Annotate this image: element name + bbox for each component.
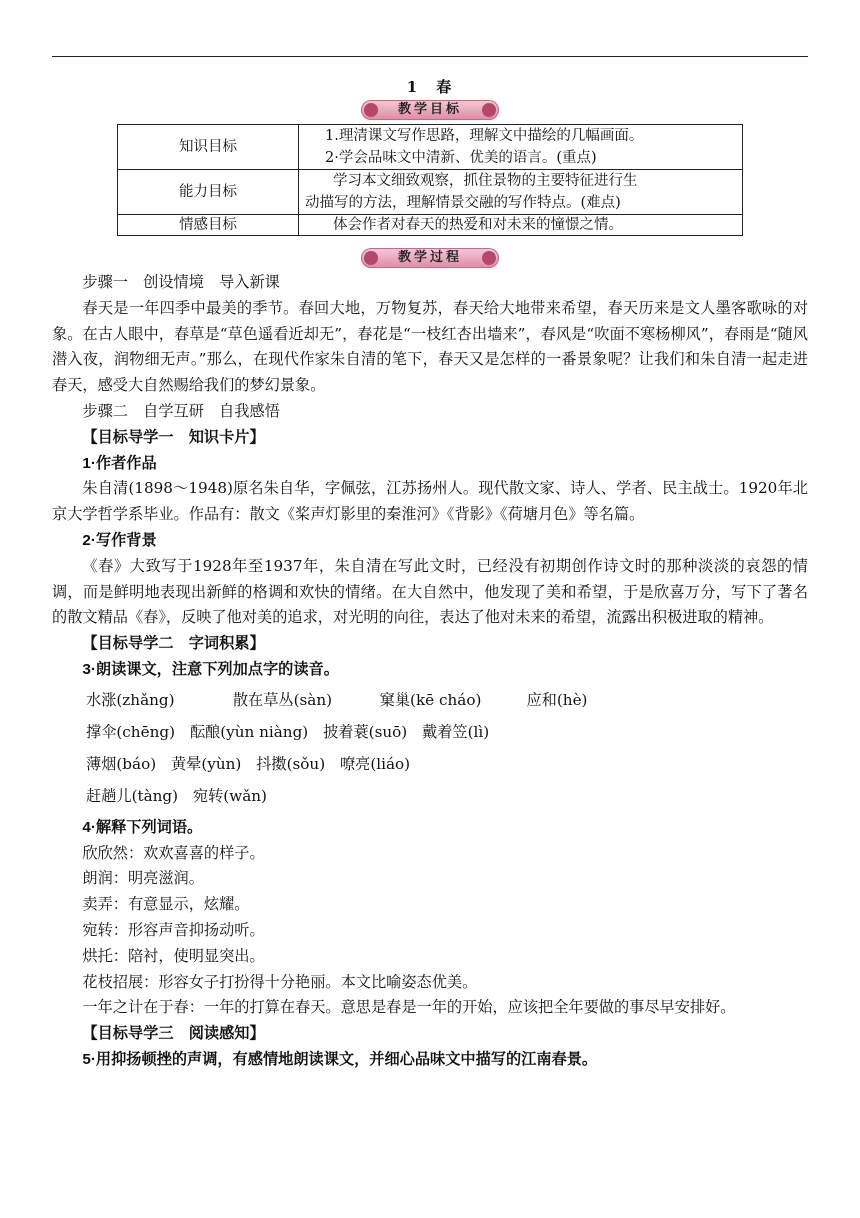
pinyin-item: 水涨(zhǎng) (86, 690, 175, 709)
lesson-title: 1 春 (406, 78, 454, 96)
pinyin-item: 酝酿(yùn niàng) (189, 722, 309, 741)
teaching-goals-banner: 教学目标 (361, 100, 499, 120)
term-item: 卖弄：有意显示，炫耀。 (82, 895, 250, 914)
term-item: 烘托：陪衬，使明显突出。 (82, 946, 265, 965)
lesson-body (52, 270, 808, 1073)
term-item: 花枝招展：形容女子打扮得十分艳丽。本文比喻姿态优美。 (82, 972, 478, 991)
term-item: 欣欣然：欢欢喜喜的样子。 (82, 843, 265, 862)
step-heading: 步骤二 自学互研 自我感悟 (82, 401, 280, 420)
pinyin-item: 嘹亮(liáo) (339, 754, 411, 773)
section-heading: 3·朗读课文，注意下列加点字的读音。 (82, 660, 339, 678)
author-paragraph: 朱自清(1898～1948)原名朱自华，字佩弦，江苏扬州人。现代散文家、诗人、学者、民主战士。1920年北京大学哲学系毕业。作品有：散文《桨声灯影里的秦淮河》《背影》《荷塘月色》等名篇。 (52, 479, 808, 524)
guide-heading: 【目标导学一 知识卡片】 (82, 428, 265, 446)
pinyin-item: 撑伞(chēng) (86, 722, 176, 741)
proverb-item: 一年之计在于春：一年的打算在春天。意思是春是一年的开始，应该把全年要做的事尽早安排好。 (82, 998, 736, 1017)
goal-line: 动描写的方法，理解情景交融的写作特点。(难点) (305, 195, 621, 211)
step-heading: 步骤一 创设情境 导入新课 (82, 273, 280, 291)
goal-line: 1.理清课文写作思路，理解文中描绘的几幅画面。 (325, 128, 644, 144)
pinyin-row (52, 783, 808, 809)
goal-content (299, 215, 743, 236)
guide-heading: 【目标导学三 阅读感知】 (82, 1025, 265, 1043)
goal-label: 情感目标 (118, 215, 299, 236)
intro-paragraph: 春天是一年四季中最美的季节。春回大地，万物复苏，春天给大地带来希望，春天历来是文人墨客歌咏的对象。在古人眼中，春草是“草色遥看近却无”，春花是“一枝红杏出墙来”，春风是“吹面不寒杨柳风”，春雨是“随风潜入夜，润物细无声。”那么，在现代作家朱自清的笔下，春天又是怎样的一番景象呢？让我们和朱自清一起走进春天，感受大自然赐给我们的梦幻景象。 (52, 298, 808, 395)
guide-heading: 【目标导学二 字词积累】 (82, 635, 265, 653)
goal-line: 体会作者对春天的热爱和对未来的憧憬之情。 (333, 217, 623, 233)
pinyin-row (52, 719, 808, 745)
pinyin-item: 散在草丛(sàn) (232, 690, 333, 709)
term-item: 宛转：形容声音抑扬动听。 (82, 920, 265, 939)
teaching-process-banner: 教学过程 (361, 248, 499, 268)
goal-label: 能力目标 (118, 170, 299, 215)
goal-line: 学习本文细致观察，抓住景物的主要特征进行生 (333, 173, 638, 189)
goal-content (299, 170, 743, 215)
pinyin-row (52, 751, 808, 777)
section-heading: 1·作者作品 (82, 454, 157, 472)
section-heading: 4·解释下列词语。 (82, 818, 203, 836)
table-row (118, 125, 743, 170)
pinyin-item: 宛转(wǎn) (192, 786, 267, 805)
goal-line: 2·学会品味文中清新、优美的语言。(重点) (325, 150, 597, 166)
table-row (118, 170, 743, 215)
pinyin-item: 抖擞(sǒu) (256, 754, 326, 773)
pinyin-item: 薄烟(báo) (86, 754, 157, 773)
term-item: 朗润：明亮滋润。 (82, 869, 204, 888)
pinyin-item: 黄晕(yùn) (170, 754, 242, 773)
background-paragraph: 《春》大致写于1928年至1937年，朱自清在写此文时，已经没有初期创作诗文时的那种淡淡的哀怨的情调，而是鲜明地表现出新鲜的格调和欢快的情绪。在大自然中，他发现了美和希望，于是欣喜万分，写下了著名的散文精品《春》，反映了他对美的追求，对光明的向往，表达了他对未来的希望，流露出积极进取的精神。 (52, 556, 808, 627)
pinyin-row (52, 687, 808, 713)
section-heading: 5·用抑扬顿挫的声调，有感情地朗读课文，并细心品味文中描写的江南春景。 (82, 1050, 598, 1068)
section-heading: 2·写作背景 (82, 531, 157, 549)
goal-label: 知识目标 (118, 125, 299, 170)
goal-content (299, 125, 743, 170)
pinyin-item: 应和(hè) (526, 690, 588, 709)
pinyin-item: 披着蓑(suō) (323, 722, 408, 741)
pinyin-item: 赶趟儿(tàng) (86, 786, 179, 805)
goals-table (117, 124, 743, 236)
table-row (118, 215, 743, 236)
pinyin-item: 窠巢(kē cháo) (379, 690, 482, 709)
pinyin-item: 戴着笠(lì) (422, 722, 490, 741)
header-rule (52, 56, 808, 57)
